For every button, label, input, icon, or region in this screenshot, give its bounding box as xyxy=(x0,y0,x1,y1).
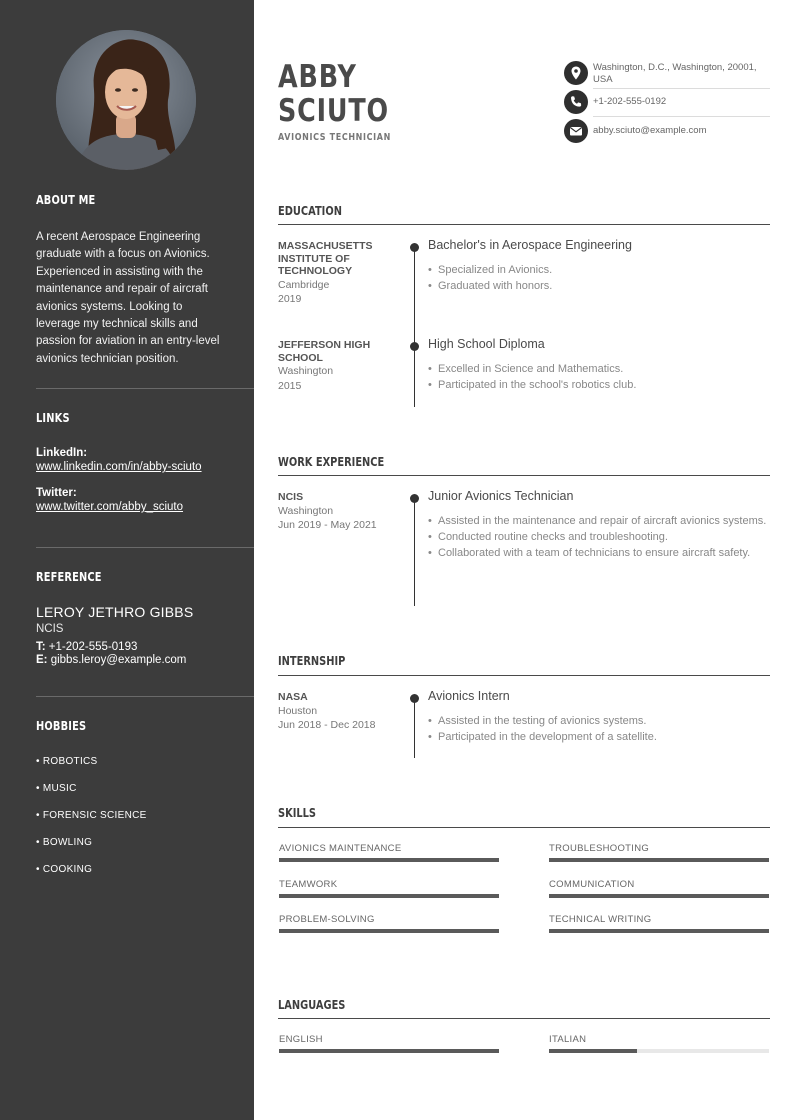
hobbies-list xyxy=(36,755,254,890)
hobby-item: • ROBOTICS xyxy=(36,756,98,767)
twitter-link[interactable]: www.twitter.com/abby_sciuto xyxy=(36,501,184,513)
date: Jun 2018 - Dec 2018 xyxy=(278,719,376,731)
location: Houston xyxy=(278,704,318,717)
skill-fill xyxy=(279,858,499,862)
language-name: ITALIAN xyxy=(549,1034,587,1045)
about-heading: ABOUT ME xyxy=(36,193,96,207)
section-rule xyxy=(278,827,770,828)
hobbies-heading: HOBBIES xyxy=(36,719,87,733)
hobby-label: FORENSIC SCIENCE xyxy=(42,810,147,821)
degree-title: High School Diploma xyxy=(428,337,545,351)
hobby-label: ROBOTICS xyxy=(42,756,98,767)
section-rule xyxy=(278,675,770,676)
email-text: abby.sciuto@example.com xyxy=(593,125,707,136)
languages-heading: LANGUAGES xyxy=(278,998,346,1012)
hobby-label: COOKING xyxy=(42,864,93,875)
language-bar xyxy=(549,1049,769,1053)
section-rule xyxy=(278,1018,770,1019)
timeline-line xyxy=(414,246,415,407)
phone-label: T: xyxy=(36,641,46,653)
skill-name: TECHNICAL WRITING xyxy=(549,914,652,925)
education-entry-right xyxy=(428,337,770,394)
bullet-item: • Assisted in the maintenance and repair of aircraft avionics systems. xyxy=(428,514,770,530)
company-name: NCIS xyxy=(278,491,304,503)
about-section xyxy=(36,193,254,368)
skill-bar xyxy=(549,929,769,933)
avatar xyxy=(56,30,196,170)
work-heading: WORK EXPERIENCE xyxy=(278,455,385,469)
link-item-twitter xyxy=(36,487,254,513)
phone-text: +1-202-555-0192 xyxy=(593,96,667,107)
skill-name: TEAMWORK xyxy=(279,879,338,890)
link-item-linkedin xyxy=(36,447,254,473)
sidebar-divider xyxy=(36,547,254,548)
link-label: Twitter: xyxy=(36,487,77,499)
contact-divider xyxy=(593,88,770,89)
internship-entry-left xyxy=(278,691,390,733)
hobby-item: • FORENSIC SCIENCE xyxy=(36,810,147,821)
hobby-label: MUSIC xyxy=(42,783,77,794)
language-bar xyxy=(279,1049,499,1053)
reference-phone-value: +1-202-555-0193 xyxy=(48,641,138,653)
reference-section xyxy=(36,570,254,666)
skill-bar xyxy=(279,894,499,898)
link-label: LinkedIn: xyxy=(36,447,88,459)
education-entry-left xyxy=(278,240,390,307)
institution-name: JEFFERSON HIGH SCHOOL xyxy=(278,339,371,364)
timeline-line xyxy=(414,696,415,758)
hobbies-section xyxy=(36,719,254,890)
sidebar xyxy=(0,0,254,1120)
candidate-name xyxy=(278,60,389,128)
bullet-list xyxy=(428,263,770,295)
mail-icon xyxy=(564,119,588,143)
reference-phone xyxy=(36,641,254,653)
language-name: ENGLISH xyxy=(279,1034,323,1045)
links-heading: LINKS xyxy=(36,411,70,425)
linkedin-link[interactable]: www.linkedin.com/in/abby-sciuto xyxy=(36,461,202,473)
education-entry-right xyxy=(428,238,770,295)
sidebar-divider xyxy=(36,696,254,697)
hobby-item: • BOWLING xyxy=(36,837,93,848)
timeline-dot xyxy=(410,342,419,351)
degree-title: Bachelor's in Aerospace Engineering xyxy=(428,238,632,252)
skill-fill xyxy=(549,858,769,862)
hobby-item: • MUSIC xyxy=(36,783,77,794)
skill-item xyxy=(549,879,769,898)
hobby-label: BOWLING xyxy=(42,837,93,848)
bullet-item: • Specialized in Avionics. xyxy=(428,263,770,279)
date: 2019 xyxy=(278,293,302,305)
skill-name: COMMUNICATION xyxy=(549,879,635,890)
skill-name: PROBLEM-SOLVING xyxy=(279,914,375,925)
hobby-item: • COOKING xyxy=(36,864,93,875)
language-item xyxy=(549,1034,769,1053)
reference-email-value: gibbs.leroy@example.com xyxy=(50,654,187,666)
skill-bar xyxy=(549,858,769,862)
company-name: NASA xyxy=(278,691,308,703)
skills-heading: SKILLS xyxy=(278,806,317,820)
education-heading: EDUCATION xyxy=(278,204,342,218)
reference-heading: REFERENCE xyxy=(36,570,102,584)
reference-email xyxy=(36,654,254,666)
skill-item xyxy=(279,914,499,933)
language-item xyxy=(279,1034,499,1053)
work-entry-right xyxy=(428,489,770,561)
skill-fill xyxy=(549,894,769,898)
bullet-item: • Participated in the school's robotics club. xyxy=(428,378,770,394)
date: Jun 2019 - May 2021 xyxy=(278,519,377,531)
timeline-dot xyxy=(410,694,419,703)
date: 2015 xyxy=(278,379,302,392)
sidebar-divider xyxy=(36,388,254,389)
skill-item xyxy=(549,914,769,933)
language-fill xyxy=(279,1049,499,1053)
first-name: ABBY xyxy=(278,59,357,95)
skill-bar xyxy=(279,929,499,933)
internship-position: Avionics Intern xyxy=(428,689,510,703)
email-label: E: xyxy=(36,654,48,666)
location-pin-icon xyxy=(564,61,588,85)
last-name: SCIUTO xyxy=(278,93,389,129)
institution-name: MASSACHUSETTS INSTITUTE OF TECHNOLOGY xyxy=(278,240,373,277)
job-title: AVIONICS TECHNICIAN xyxy=(278,132,391,143)
location: Cambridge xyxy=(278,278,330,291)
address-text: Washington, D.C., Washington, 20001, USA xyxy=(593,62,757,85)
bullet-item: • Excelled in Science and Mathematics. xyxy=(428,362,770,378)
bullet-item: • Participated in the development of a satellite. xyxy=(428,730,770,746)
bullet-list xyxy=(428,514,770,561)
education-entry-left xyxy=(278,339,390,393)
bullet-item: • Assisted in the testing of avionics systems. xyxy=(428,714,770,730)
internship-heading: INTERNSHIP xyxy=(278,654,346,668)
reference-org: NCIS xyxy=(36,623,64,635)
skill-fill xyxy=(279,894,499,898)
language-fill xyxy=(549,1049,637,1053)
section-rule xyxy=(278,224,770,225)
work-entry-left xyxy=(278,491,390,533)
timeline-dot xyxy=(410,243,419,252)
timeline-line xyxy=(414,497,415,606)
phone-icon xyxy=(564,90,588,114)
skill-fill xyxy=(549,929,769,933)
skill-fill xyxy=(279,929,499,933)
contact-divider xyxy=(593,116,770,117)
skill-item xyxy=(279,843,499,862)
skill-item xyxy=(549,843,769,862)
bullet-item: • Collaborated with a team of technicians to ensure aircraft safety. xyxy=(428,546,770,562)
about-text: A recent Aerospace Engineering graduate with a focus on Avionics. Experienced in assisting with the maintenance and repair of aircraft avionics systems. Looking to leverage my technical skills and passion for aviation in an entry-level avionics technician position. xyxy=(36,231,220,365)
bullet-list xyxy=(428,362,770,394)
skill-bar xyxy=(549,894,769,898)
timeline-dot xyxy=(410,494,419,503)
bullet-item: • Graduated with honors. xyxy=(428,279,770,295)
skill-name: AVIONICS MAINTENANCE xyxy=(279,843,402,854)
location: Washington xyxy=(278,365,334,377)
bullet-item: • Conducted routine checks and troubleshooting. xyxy=(428,530,770,546)
internship-entry-right xyxy=(428,689,770,746)
reference-name: LEROY JETHRO GIBBS xyxy=(36,604,194,620)
skill-item xyxy=(279,879,499,898)
location: Washington xyxy=(278,504,334,517)
skill-bar xyxy=(279,858,499,862)
section-rule xyxy=(278,475,770,476)
bullet-list xyxy=(428,714,770,746)
job-position: Junior Avionics Technician xyxy=(428,489,574,503)
links-section xyxy=(36,411,254,513)
skill-name: TROUBLESHOOTING xyxy=(549,843,650,854)
